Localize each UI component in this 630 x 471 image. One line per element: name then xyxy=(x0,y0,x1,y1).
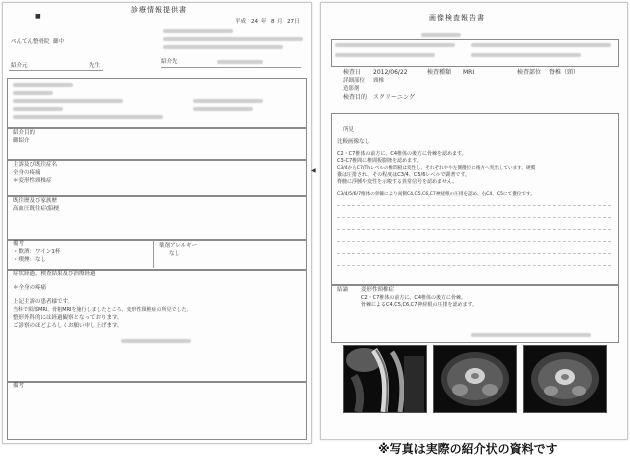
purpose-text: 御紹介 xyxy=(13,138,30,144)
redacted-patient-kana xyxy=(13,91,53,95)
date-day: 27日 xyxy=(287,19,300,25)
date-month: 8 xyxy=(271,19,275,25)
referral-letter-document xyxy=(2,2,312,444)
history-text: 高血圧既往症(脳梗 xyxy=(13,206,60,212)
sender-label: 紹介元 xyxy=(11,63,28,69)
conclusion-line-2: C2・C7椎体の前方に、C4椎体の後方に骨棘。 xyxy=(361,295,467,301)
purpose-label: 紹介目的 xyxy=(13,130,36,136)
redacted-patient-row-2 xyxy=(471,43,611,47)
findings-line-5: 嚢は圧排され、その程度はC3/4、C5/6レベルで顕著です。 xyxy=(337,172,470,178)
body-line-2: 当科で頸部MRI、骨粗MRIを施行しましたところ、変形性頸椎症の所見でした。 xyxy=(13,307,192,313)
redacted-patient-address xyxy=(13,115,163,119)
body-part-value: 脊椎（頸） xyxy=(549,69,580,76)
corner-mark: ■ xyxy=(35,13,41,20)
notes-label: 備考 xyxy=(13,241,25,247)
redacted-doctor-name xyxy=(217,60,263,64)
smoking-text: ・喫煙：なし xyxy=(13,257,47,263)
imaging-report-document xyxy=(320,2,628,440)
body-line-4: ご診察のほどよろしくお願い申し上げます。 xyxy=(13,323,123,329)
body-line-3: 整形外科的には経過観察となっております。 xyxy=(13,315,123,321)
diagnosis-line-2: ＊変形性頸椎症 xyxy=(13,178,52,184)
redacted-patient-id xyxy=(13,83,73,87)
findings-line-3: C3-C7椎間に椎間板膨隆を認めます。 xyxy=(337,158,422,164)
modality-value: MRI xyxy=(463,69,475,76)
body-line-1: 上記主訴の患者様です。 xyxy=(13,299,74,305)
date-year-unit: 年 xyxy=(261,19,267,25)
contrast-label: 造影剤 xyxy=(343,86,360,92)
detail-value: 頸椎 xyxy=(373,78,385,84)
findings-line-2: C2・C7椎体の前方に、C4椎体の後方に骨棘を認めます。 xyxy=(337,151,467,157)
findings-label: 症状経過、検査結果及び治療経過 xyxy=(13,271,96,277)
modality-label: 検査種類 xyxy=(427,69,452,76)
medication-text: ・飲酒：ワイン1杯 xyxy=(13,249,61,255)
referral-letter-title: 診療情報提供書 xyxy=(131,6,187,14)
date-era: 平成 xyxy=(235,19,247,25)
body-part-label: 検査部位 xyxy=(517,69,542,76)
imaging-report-title: 画像検査報告書 xyxy=(429,14,485,22)
findings-line-1: 比較画像なし xyxy=(337,139,371,145)
purpose-label: 検査目的 xyxy=(343,94,368,101)
redacted-patient-name xyxy=(13,99,123,103)
mri-axial-image-2 xyxy=(523,345,607,413)
redacted-hospital-name xyxy=(163,29,233,33)
doctor-title: 先生 xyxy=(89,63,101,69)
redacted-radiologist xyxy=(471,333,591,337)
exam-date-value: 2012/06/22 xyxy=(373,69,408,76)
mri-sagittal-image xyxy=(343,345,427,413)
addressee-dept: 御中 xyxy=(53,39,65,45)
redacted-tel xyxy=(193,107,253,111)
conclusion-line-3: 骨棘によるC4,C5,C6,C7神経根の圧排を認めます。 xyxy=(361,302,478,308)
remarks-label: 備考 xyxy=(13,383,25,389)
clinic-field-label: 紹介先 xyxy=(161,59,178,65)
date-month-unit: 月 xyxy=(277,19,283,25)
findings-label: 所見 xyxy=(343,127,355,133)
conclusion-label: 結論 xyxy=(337,287,349,293)
purpose-value: スクリーニング xyxy=(373,94,415,101)
allergy-value: なし xyxy=(169,251,181,257)
conclusion-line-1: 変形性頸椎症 xyxy=(361,287,395,293)
redacted-patient-row-4 xyxy=(471,53,581,57)
exam-date-label: 検査日 xyxy=(343,69,362,76)
findings-line-1: ＊全身の疼痛 xyxy=(13,285,47,291)
date-year: 24 xyxy=(251,19,258,25)
addressee-name: ぺんてん整骨院 xyxy=(11,39,50,45)
findings-line-7: C3/4/5/6/7椎体の骨棘により両側C4,C5,C6,C7神経根の圧排を認め、右C4、C5にて優位です。 xyxy=(337,192,535,197)
redacted-patient-row-1 xyxy=(335,43,455,47)
redacted-postcode xyxy=(13,107,63,111)
redacted-signature xyxy=(121,339,191,343)
redacted-phone xyxy=(163,45,283,49)
diagnosis-label: 主訴及び既往症名 xyxy=(13,162,58,168)
redacted-birthdate xyxy=(193,99,263,103)
mri-axial-image-1 xyxy=(433,345,517,413)
findings-section xyxy=(331,113,619,285)
redacted-patient-row-3 xyxy=(335,53,435,57)
allergy-label: 薬剤アレルギー xyxy=(159,243,198,249)
redacted-report-id xyxy=(421,33,461,37)
purpose-section xyxy=(7,128,307,160)
diagnosis-line-1: 全身の疼痛 xyxy=(13,170,41,176)
remarks-section xyxy=(7,382,307,440)
findings-line-4: C3/4からC7/Thレベルの椎間板は変性し、それぞれやや左側優位に後方へ突出しています。硬膜 xyxy=(337,166,536,171)
redacted-address xyxy=(163,37,303,41)
detail-label: 詳細部位 xyxy=(343,78,366,84)
photo-caption: ※写真は実際の紹介状の資料です xyxy=(378,442,558,456)
page-arrow-icon: ◀ xyxy=(311,167,316,174)
history-label: 既往歴及び家族歴 xyxy=(13,198,58,204)
findings-line-6: 脊髄に浮腫や変性を示唆する異常信号を認めません。 xyxy=(337,179,458,185)
